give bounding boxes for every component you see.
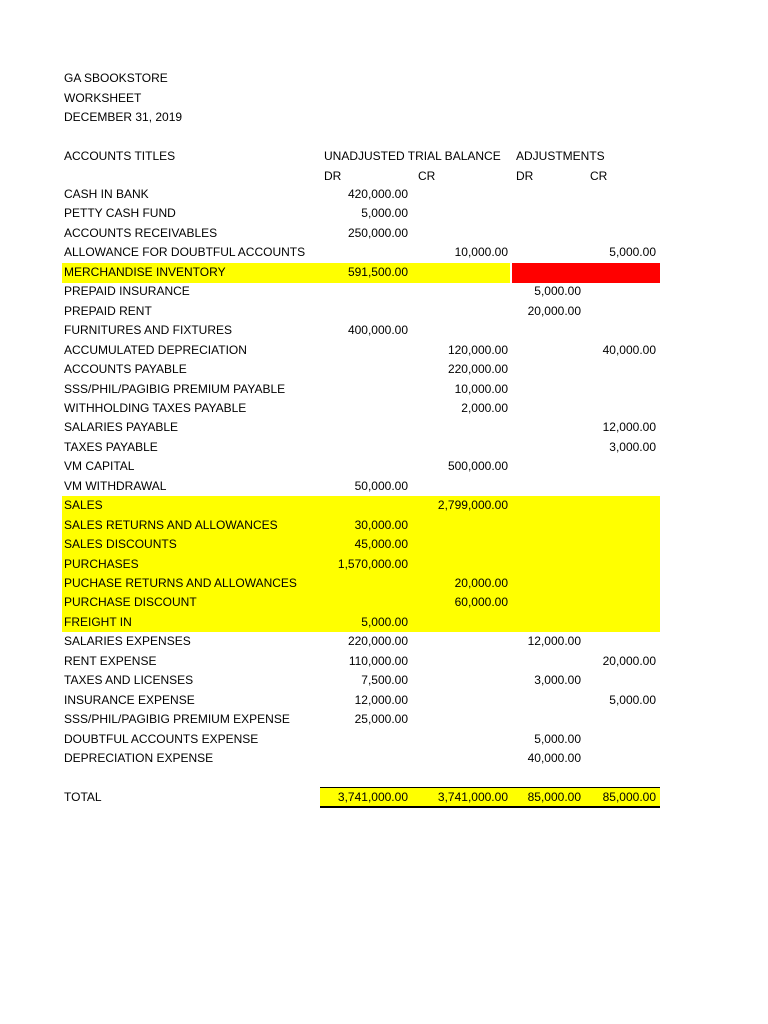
row-adj-cr bbox=[583, 477, 656, 497]
row-tb-cr: 60,000.00 bbox=[454, 595, 508, 610]
row-adj-dr bbox=[510, 496, 581, 516]
row-adj-cr bbox=[583, 380, 656, 400]
total-top-rule bbox=[320, 787, 660, 788]
row-adj-dr bbox=[510, 438, 581, 458]
row-account-title: WITHHOLDING TAXES PAYABLE bbox=[64, 400, 247, 415]
row-adj-dr bbox=[510, 321, 581, 341]
row-adj-dr bbox=[510, 535, 581, 555]
row-tb-cr: 2,799,000.00 bbox=[437, 498, 508, 513]
row-adj-cr bbox=[583, 302, 656, 322]
row-tb-dr: 220,000.00 bbox=[347, 634, 408, 649]
row-tb-dr bbox=[320, 341, 408, 361]
row-account-title: ALLOWANCE FOR DOUBTFUL ACCOUNTS bbox=[64, 245, 306, 260]
row-tb-dr: 1,570,000.00 bbox=[337, 556, 408, 571]
row-tb-cr bbox=[410, 321, 508, 341]
row-adj-cr bbox=[583, 613, 656, 633]
row-tb-cr: 500,000.00 bbox=[447, 459, 508, 474]
row-account-title: SALARIES PAYABLE bbox=[64, 420, 179, 435]
row-tb-cr: 2,000.00 bbox=[461, 400, 508, 415]
row-tb-cr bbox=[410, 691, 508, 711]
row-tb-cr bbox=[410, 730, 508, 750]
row-tb-cr bbox=[410, 282, 508, 302]
tb-dr-heading: DR bbox=[324, 169, 342, 183]
row-adj-dr bbox=[510, 613, 581, 633]
row-tb-cr bbox=[410, 671, 508, 691]
report-date: DECEMBER 31, 2019 bbox=[64, 110, 183, 124]
row-adj-dr bbox=[510, 710, 581, 730]
row-adj-dr: 5,000.00 bbox=[534, 284, 581, 299]
row-account-title: SALES RETURNS AND ALLOWANCES bbox=[64, 517, 278, 532]
row-account-title: SALES bbox=[64, 498, 103, 513]
row-tb-cr bbox=[410, 555, 508, 575]
row-adj-dr bbox=[510, 185, 581, 205]
row-adj-cr: 12,000.00 bbox=[602, 420, 656, 435]
row-tb-dr: 7,500.00 bbox=[361, 673, 408, 688]
row-account-title: VM CAPITAL bbox=[64, 459, 135, 474]
row-tb-dr bbox=[320, 496, 408, 516]
row-tb-dr: 400,000.00 bbox=[347, 323, 408, 338]
row-adj-dr bbox=[510, 341, 581, 361]
row-adj-dr bbox=[510, 380, 581, 400]
row-tb-dr: 5,000.00 bbox=[361, 206, 408, 221]
adj-cr-heading: CR bbox=[590, 169, 608, 183]
row-adj-cr bbox=[583, 496, 656, 516]
row-adj-dr: 12,000.00 bbox=[527, 634, 581, 649]
row-tb-dr bbox=[320, 418, 408, 438]
row-tb-dr bbox=[320, 593, 408, 613]
row-tb-dr bbox=[320, 399, 408, 419]
row-adj-cr bbox=[583, 321, 656, 341]
row-adj-dr bbox=[510, 516, 581, 536]
row-account-title: TAXES AND LICENSES bbox=[64, 673, 194, 688]
row-tb-cr bbox=[410, 477, 508, 497]
row-tb-dr: 50,000.00 bbox=[354, 478, 408, 493]
row-adj-cr: 40,000.00 bbox=[602, 342, 656, 357]
row-account-title: CASH IN BANK bbox=[64, 187, 149, 201]
row-adj-cr bbox=[583, 263, 656, 283]
row-tb-dr bbox=[320, 438, 408, 458]
row-account-title: SSS/PHIL/PAGIBIG PREMIUM EXPENSE bbox=[64, 712, 290, 727]
row-adj-dr bbox=[510, 555, 581, 575]
row-adj-dr: 40,000.00 bbox=[527, 751, 581, 766]
total-adj-dr: 85,000.00 bbox=[527, 790, 581, 804]
row-tb-dr bbox=[320, 360, 408, 380]
row-adj-cr bbox=[583, 360, 656, 380]
row-adj-dr bbox=[510, 477, 581, 497]
row-tb-cr: 120,000.00 bbox=[447, 342, 508, 357]
row-tb-dr bbox=[320, 457, 408, 477]
row-adj-dr: 20,000.00 bbox=[527, 303, 581, 318]
row-tb-dr: 45,000.00 bbox=[354, 537, 408, 552]
row-tb-cr bbox=[410, 224, 508, 244]
row-tb-dr bbox=[320, 574, 408, 594]
total-bottom-rule bbox=[320, 806, 660, 808]
row-tb-cr bbox=[410, 204, 508, 224]
row-tb-dr bbox=[320, 302, 408, 322]
row-tb-dr bbox=[320, 380, 408, 400]
row-account-title: RENT EXPENSE bbox=[64, 653, 157, 668]
row-tb-cr bbox=[410, 263, 508, 283]
row-adj-cr bbox=[583, 224, 656, 244]
row-tb-cr bbox=[410, 535, 508, 555]
row-adj-cr bbox=[583, 282, 656, 302]
row-tb-cr bbox=[410, 438, 508, 458]
row-account-title: ACCOUNTS RECEIVABLES bbox=[64, 225, 218, 240]
row-tb-dr bbox=[320, 282, 408, 302]
adj-dr-heading: DR bbox=[516, 169, 534, 183]
row-adj-dr: 5,000.00 bbox=[534, 731, 581, 746]
row-adj-cr bbox=[583, 710, 656, 730]
total-label: TOTAL bbox=[64, 790, 102, 804]
row-tb-cr bbox=[410, 652, 508, 672]
row-adj-cr: 20,000.00 bbox=[602, 653, 656, 668]
total-tb-dr: 3,741,000.00 bbox=[337, 790, 408, 804]
company-name: GA SBOOKSTORE bbox=[64, 71, 168, 85]
row-tb-cr bbox=[410, 613, 508, 633]
row-tb-cr bbox=[410, 516, 508, 536]
row-adj-cr bbox=[583, 632, 656, 652]
row-adj-cr bbox=[583, 574, 656, 594]
row-tb-dr: 25,000.00 bbox=[354, 712, 408, 727]
row-account-title: SALES DISCOUNTS bbox=[64, 537, 177, 552]
row-adj-dr bbox=[510, 204, 581, 224]
row-adj-cr bbox=[583, 730, 656, 750]
row-tb-dr: 110,000.00 bbox=[348, 653, 408, 668]
row-account-title: INSURANCE EXPENSE bbox=[64, 692, 195, 707]
row-tb-dr: 30,000.00 bbox=[354, 517, 408, 532]
row-adj-dr bbox=[510, 243, 581, 263]
row-tb-dr bbox=[320, 749, 408, 769]
row-account-title: PETTY CASH FUND bbox=[64, 206, 176, 221]
row-adj-dr bbox=[510, 652, 581, 672]
row-adj-cr: 5,000.00 bbox=[609, 692, 656, 707]
row-adj-dr bbox=[510, 691, 581, 711]
row-adj-cr bbox=[583, 535, 656, 555]
row-adj-cr bbox=[583, 516, 656, 536]
row-adj-cr bbox=[583, 671, 656, 691]
row-adj-dr bbox=[510, 574, 581, 594]
row-account-title: PURCHASES bbox=[64, 556, 139, 571]
row-tb-cr bbox=[410, 185, 508, 205]
total-tb-cr: 3,741,000.00 bbox=[437, 790, 508, 804]
row-tb-cr bbox=[410, 632, 508, 652]
total-adj-cr: 85,000.00 bbox=[602, 790, 656, 804]
row-tb-dr: 12,000.00 bbox=[354, 692, 408, 707]
row-adj-cr bbox=[583, 399, 656, 419]
row-account-title: FREIGHT IN bbox=[64, 614, 132, 629]
row-tb-cr: 20,000.00 bbox=[454, 576, 508, 590]
row-account-title: VM WITHDRAWAL bbox=[64, 478, 167, 493]
row-account-title: TAXES PAYABLE bbox=[64, 439, 158, 454]
row-account-title: PUCHASE RETURNS AND ALLOWANCES bbox=[64, 576, 297, 590]
row-adj-cr bbox=[583, 593, 656, 613]
row-tb-cr: 10,000.00 bbox=[454, 381, 508, 396]
row-tb-cr: 220,000.00 bbox=[447, 362, 508, 377]
row-account-title: PURCHASE DISCOUNT bbox=[64, 595, 197, 610]
row-account-title: DEPRECIATION EXPENSE bbox=[64, 751, 214, 766]
row-adj-dr bbox=[510, 418, 581, 438]
row-adj-dr bbox=[510, 263, 581, 283]
adjustments-heading: ADJUSTMENTS bbox=[516, 149, 605, 163]
row-account-title: SSS/PHIL/PAGIBIG PREMIUM PAYABLE bbox=[64, 381, 286, 396]
row-account-title: PREPAID RENT bbox=[64, 303, 152, 318]
row-tb-cr: 10,000.00 bbox=[454, 245, 508, 260]
row-adj-cr bbox=[583, 749, 656, 769]
row-account-title: ACCOUNTS PAYABLE bbox=[64, 362, 187, 377]
row-adj-cr bbox=[583, 185, 656, 205]
row-adj-cr bbox=[583, 555, 656, 575]
row-adj-dr: 3,000.00 bbox=[534, 673, 581, 688]
row-tb-dr: 591,500.00 bbox=[347, 264, 408, 279]
row-tb-cr bbox=[410, 418, 508, 438]
document-title: WORKSHEET bbox=[64, 91, 142, 105]
row-adj-dr bbox=[510, 360, 581, 380]
row-tb-dr: 5,000.00 bbox=[361, 614, 408, 629]
row-adj-cr bbox=[583, 204, 656, 224]
row-tb-dr bbox=[320, 243, 408, 263]
row-adj-dr bbox=[510, 593, 581, 613]
row-account-title: MERCHANDISE INVENTORY bbox=[64, 264, 226, 279]
row-account-title: PREPAID INSURANCE bbox=[64, 284, 190, 299]
row-adj-cr: 3,000.00 bbox=[609, 439, 656, 454]
row-account-title: ACCUMULATED DEPRECIATION bbox=[64, 342, 247, 357]
row-account-title: SALARIES EXPENSES bbox=[64, 634, 191, 649]
tb-cr-heading: CR bbox=[418, 169, 436, 183]
trial-balance-heading: UNADJUSTED TRIAL BALANCE bbox=[324, 149, 501, 163]
row-tb-dr: 250,000.00 bbox=[347, 225, 408, 240]
row-tb-cr bbox=[410, 749, 508, 769]
row-tb-dr bbox=[320, 730, 408, 750]
row-tb-cr bbox=[410, 710, 508, 730]
row-account-title: DOUBTFUL ACCOUNTS EXPENSE bbox=[64, 731, 259, 746]
row-adj-dr bbox=[510, 457, 581, 477]
row-tb-cr bbox=[410, 302, 508, 322]
row-adj-cr bbox=[583, 457, 656, 477]
accounts-titles-heading: ACCOUNTS TITLES bbox=[64, 149, 176, 163]
row-account-title: FURNITURES AND FIXTURES bbox=[64, 323, 233, 338]
row-adj-cr: 5,000.00 bbox=[609, 245, 656, 260]
row-adj-dr bbox=[510, 399, 581, 419]
row-adj-dr bbox=[510, 224, 581, 244]
row-tb-dr: 420,000.00 bbox=[347, 187, 408, 201]
